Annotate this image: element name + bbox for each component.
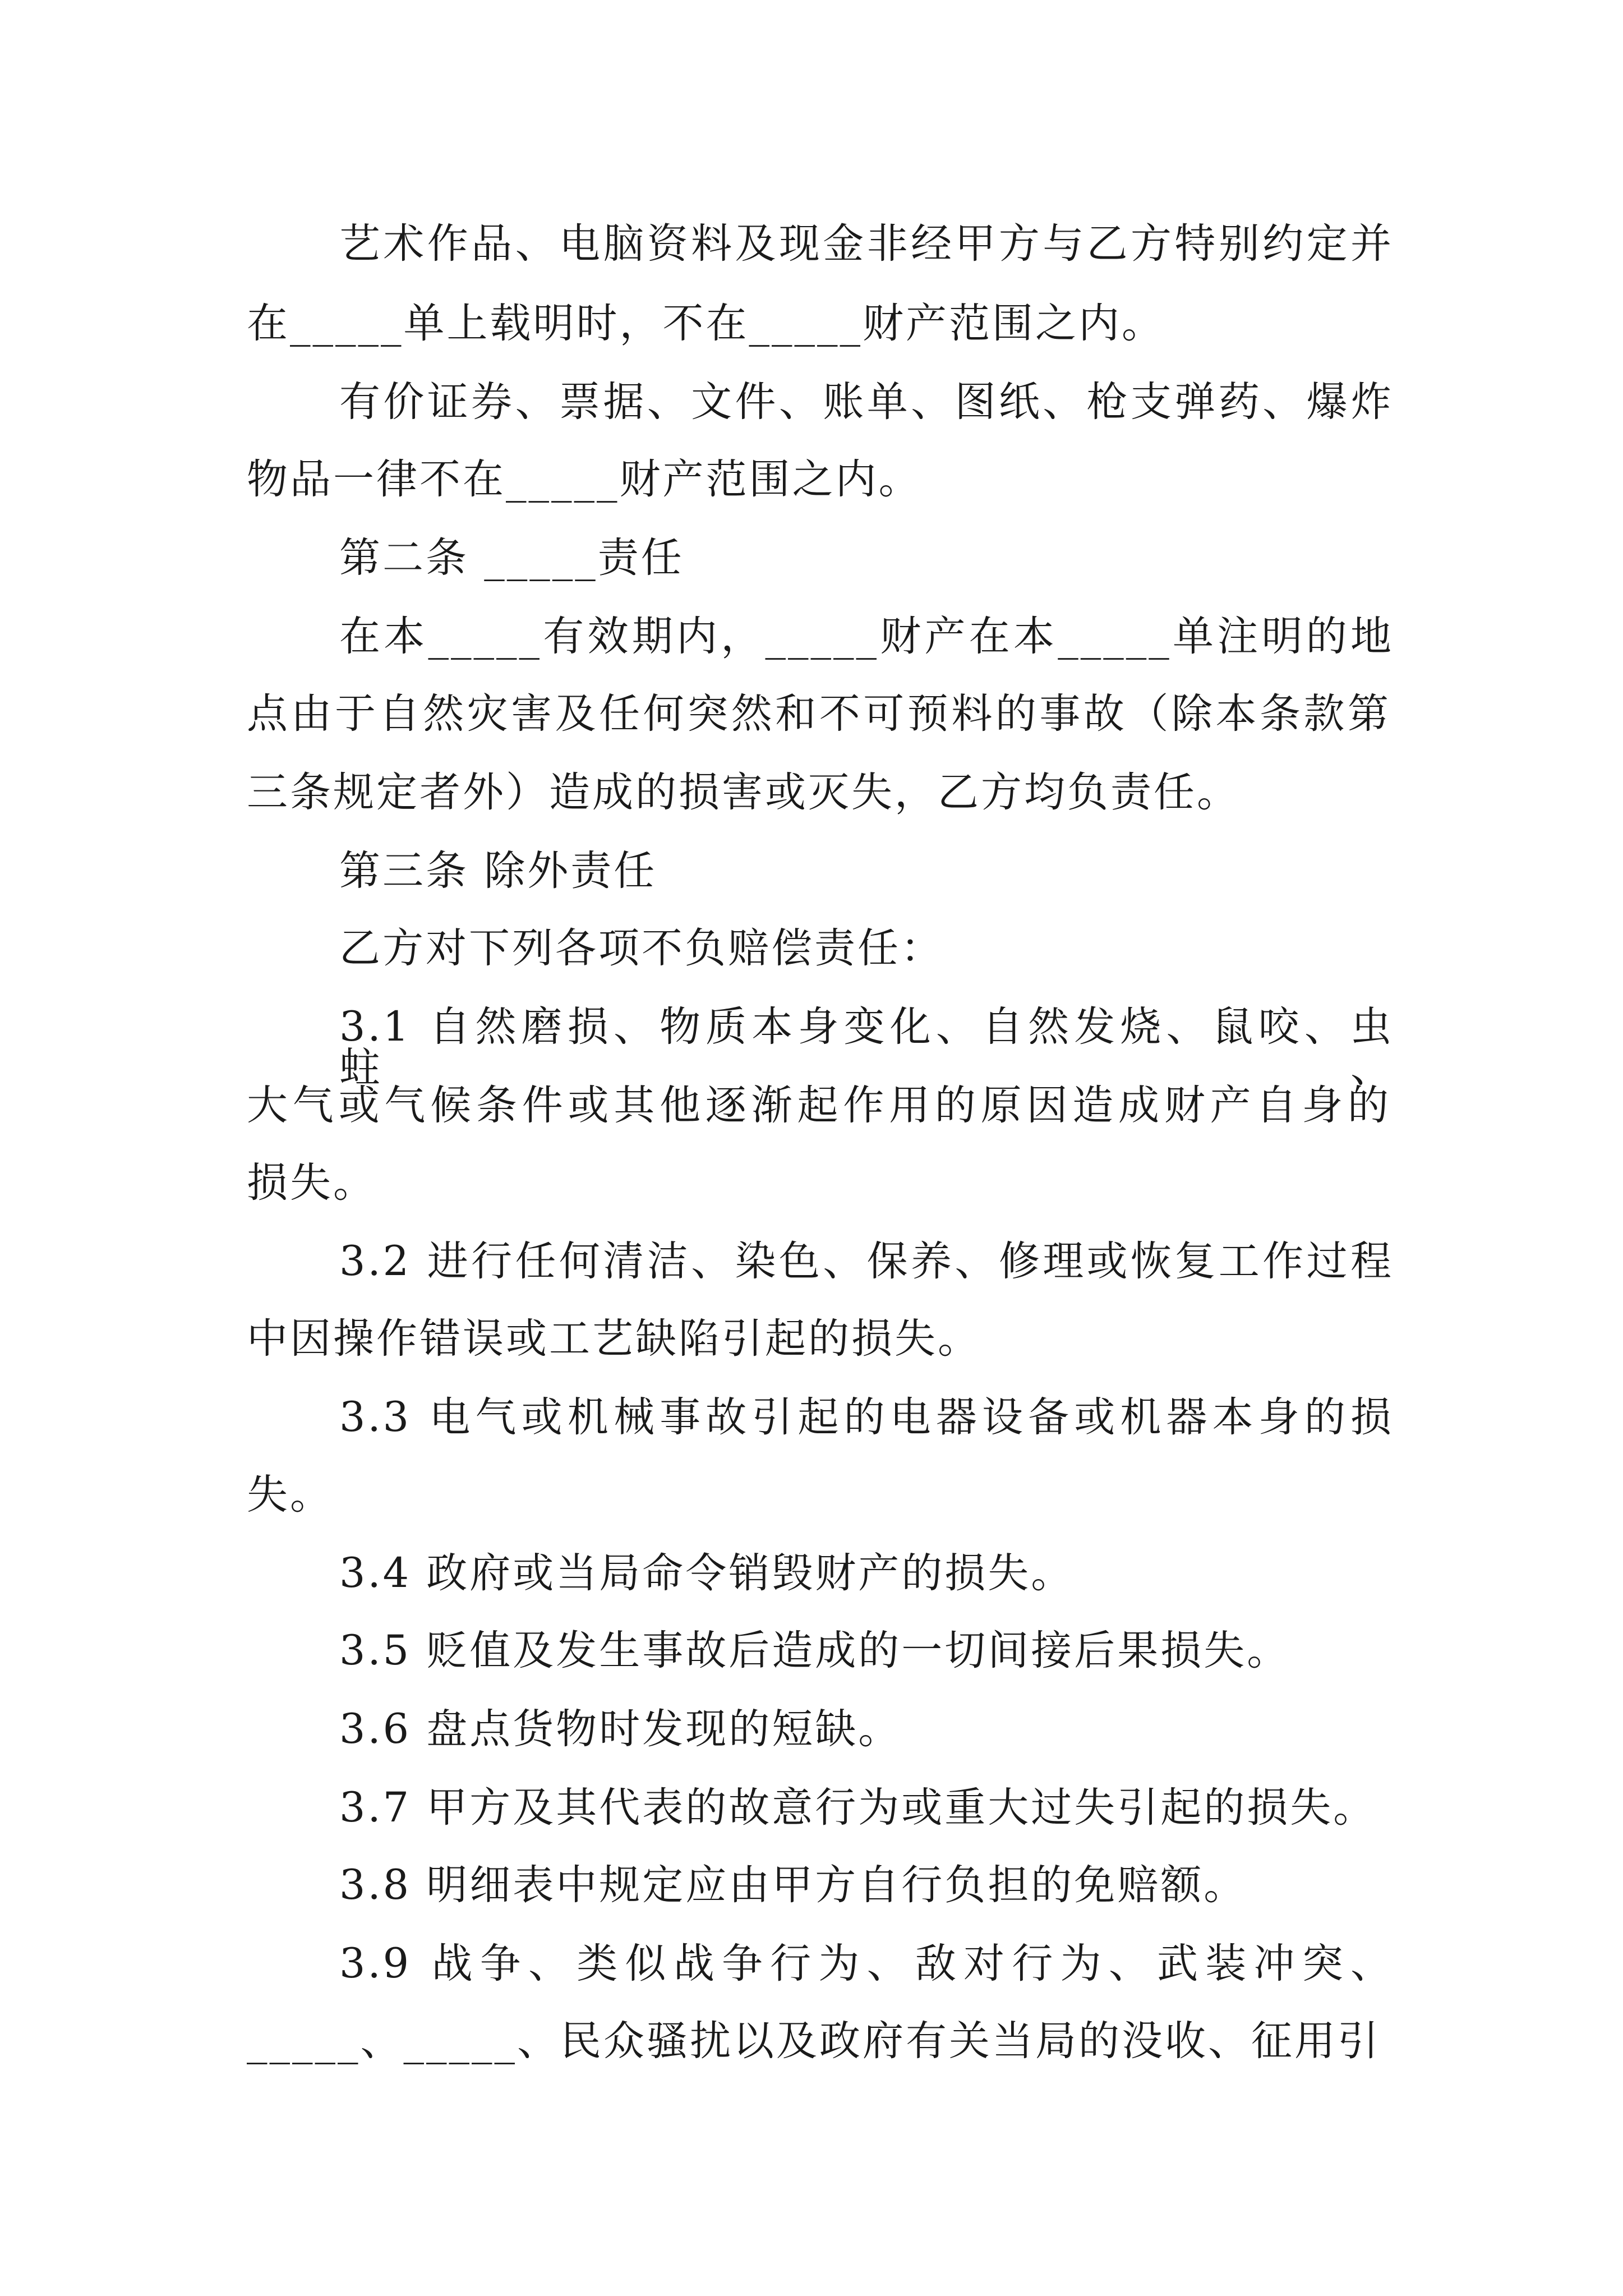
text-line: 3.5 贬值及发生事故后造成的一切间接后果损失。 [339, 1627, 1290, 1674]
text-line: 有价证券、票据、文件、账单、图纸、枪支弹药、爆炸 [339, 378, 1394, 426]
text-line: 大气或气候条件或其他逐渐起作用的原因造成财产自身的 [247, 1082, 1391, 1129]
text-line: 艺术作品、电脑资料及现金非经甲方与乙方特别约定并 [339, 220, 1394, 268]
text-line: 失。 [247, 1471, 333, 1519]
text-line: 3.1 自然磨损、物质本身变化、自然发烧、鼠咬、虫蛀、 [339, 1003, 1394, 1092]
text-line: 中因操作错误或工艺缺陷引起的损失。 [247, 1315, 981, 1363]
text-line: 在本_____有效期内，_____财产在本_____单注明的地 [339, 613, 1394, 660]
section-heading: 第二条 _____责任 [339, 534, 684, 582]
text-line: 3.9 战争、类似战争行为、敌对行为、武装冲突、 [339, 1940, 1394, 1987]
text-line: 损失。 [247, 1159, 376, 1207]
text-line: _____、_____、民众骚扰以及政府有关当局的没收、征用引 [247, 2017, 1381, 2065]
text-line: 三条规定者外）造成的损害或灭失，乙方均负责任。 [247, 769, 1240, 816]
text-line: 3.6 盘点货物时发现的短缺。 [339, 1705, 902, 1753]
text-line: 乙方对下列各项不负赔偿责任： [339, 924, 944, 972]
text-line: 在_____单上载明时，不在_____财产范围之内。 [247, 300, 1165, 347]
text-line: 3.3 电气或机械事故引起的电器设备或机器本身的损 [339, 1393, 1394, 1441]
text-line: 3.2 进行任何清洁、染色、保养、修理或恢复工作过程 [339, 1237, 1394, 1285]
text-line: 点由于自然灾害及任何突然和不可预料的事故（除本条款第 [247, 690, 1391, 738]
text-line: 物品一律不在_____财产范围之内。 [247, 455, 922, 503]
text-line: 3.7 甲方及其代表的故意行为或重大过失引起的损失。 [339, 1784, 1377, 1832]
text-line: 3.4 政府或当局命令销毁财产的损失。 [339, 1549, 1075, 1597]
section-heading: 第三条 除外责任 [339, 847, 657, 895]
text-line: 3.8 明细表中规定应由甲方自行负担的免赔额。 [339, 1861, 1247, 1909]
